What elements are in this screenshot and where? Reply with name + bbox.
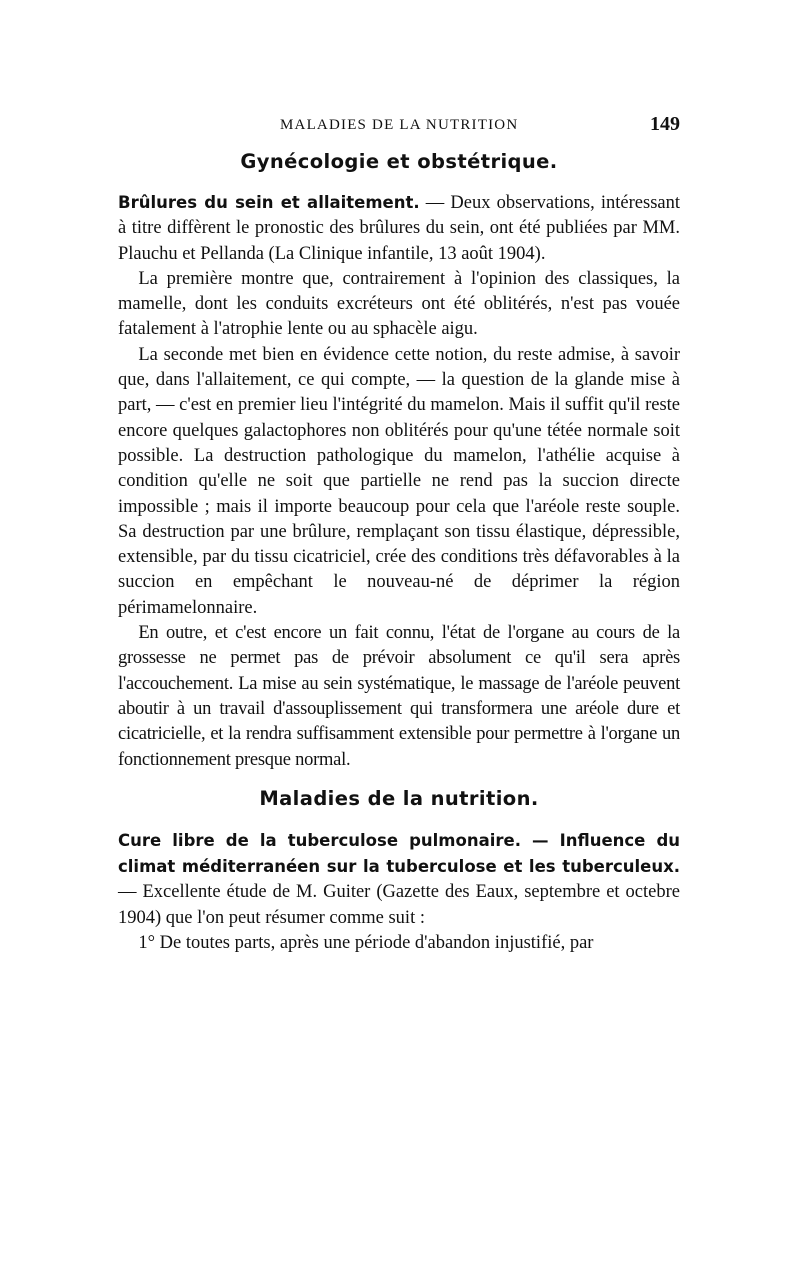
- paragraph-brulures-intro: [118, 190, 680, 267]
- section-title-gynecologie: Gynécologie et obstétrique.: [240, 150, 558, 173]
- page-number: 149: [650, 113, 680, 135]
- paragraph-cure-libre-intro-text: — Excellente étude de M. Guiter (Gazette des Eaux, septembre et octebre 1904) que l'on peut résumer comme suit :: [118, 882, 680, 928]
- page: [118, 108, 680, 956]
- paragraph-brulures-intro-text: — Deux observations, intéressant à titre diffèrent le pronostic des brûlures du sein, ont été publiées par MM. Plauchu et Pellanda (La Clinique infantile, 13 août 1904).: [118, 193, 680, 264]
- section-title-maladies-nutrition: Maladies de la nutrition.: [259, 786, 539, 810]
- running-head: [118, 108, 680, 138]
- paragraph-cure-libre-intro: [118, 828, 680, 931]
- paragraph-en-outre: En outre, et c'est encore un fait connu, l'état de l'organe au cours de la grossesse ne permet pas de prévoir absolument ce qu'il sera après l'accouchement. La mise au sein systématique, le massage de l'aréole peuvent aboutir à un travail d'assouplissement qui transformera une aréole dure et cicatricielle, et la rendra suffisamment extensible pour permettre à l'organe un fonctionnement presque normal.: [118, 623, 680, 770]
- paragraph-seconde: La seconde met bien en évidence cette notion, du reste admise, à savoir que, dans l'allaitement, ce qui compte, — la question de la glande mise à part, — c'est en premier lieu l'intégrité du mamelon. Mais il suffit qu'il reste encore quelques galactophores non oblitérés pour qu'une tétée normale soit possible. La destruction pathologique du mamelon, l'athélie acquise à condition qu'elle ne soit que partielle ne rend pas la succion directe impossible ; mais il importe beaucoup pour cela que l'aréole reste souple. Sa destruction par une brûlure, remplaçant son tissu élastique, dépressible, extensible, par du tissu cicatriciel, crée des conditions très défavorables à la succion en empêchant le nouveau-né de déprimer la région périmamelonnaire.: [118, 344, 680, 618]
- article-title-cure-libre: Cure libre de la tuberculose pulmonaire. — Influence du climat méditerranéen sur la tuberculose et les tuberculeux.: [118, 830, 680, 877]
- paragraph-numbered-1: 1° De toutes parts, après une période d'abandon injustifié, par: [138, 933, 594, 954]
- paragraph-premiere: La première montre que, contrairement à l'opinion des classiques, la mamelle, dont les conduits excréteurs ont été oblitérés, n'est pas vouée fatalement à l'atrophie lente ou au sphacèle aigu.: [118, 268, 680, 340]
- article-title-brulures: Brûlures du sein et allaitement.: [118, 193, 420, 212]
- running-title: MALADIES DE LA NUTRITION: [280, 117, 519, 133]
